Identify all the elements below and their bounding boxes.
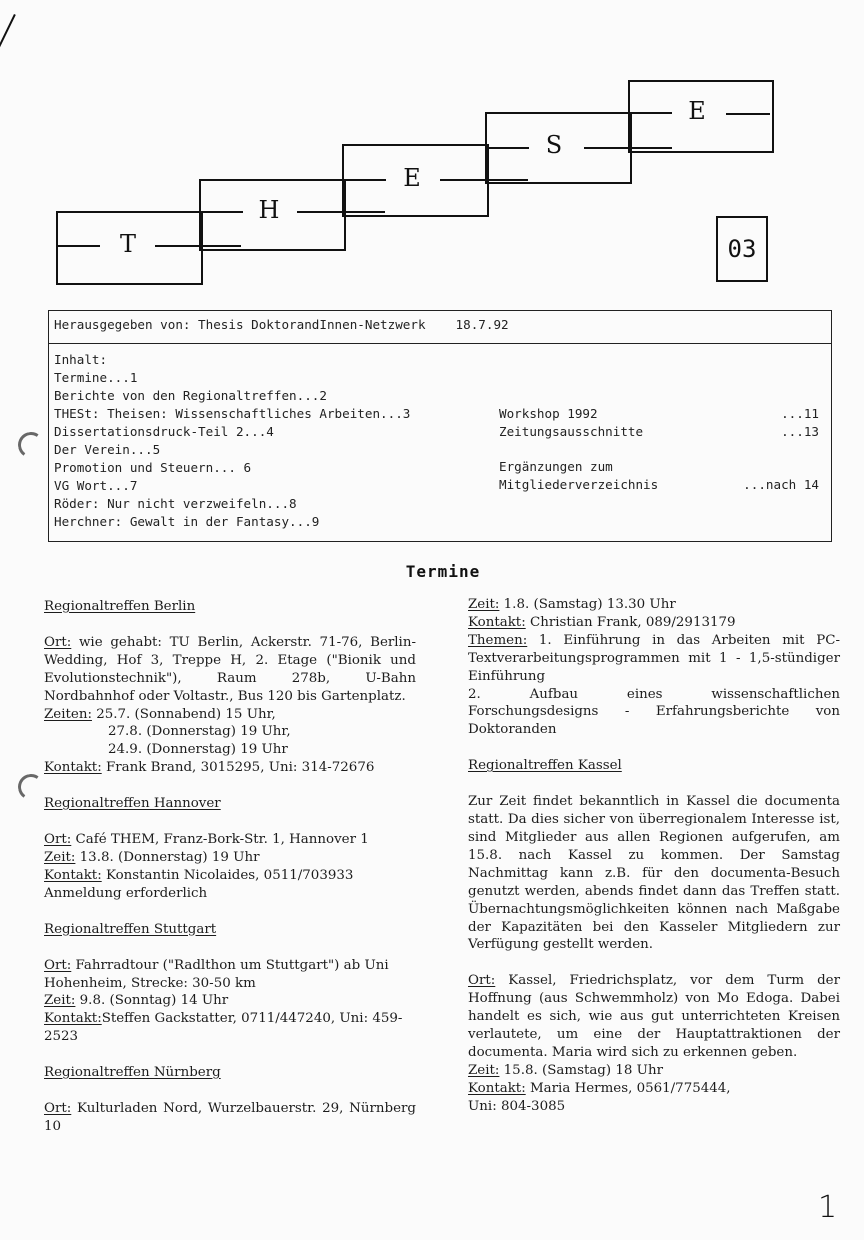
right-column <box>468 596 840 1116</box>
left-column <box>44 598 416 1136</box>
nuernberg-themen <box>468 632 840 686</box>
field-value: Café THEM, Franz-Bork-Str. 1, Hannover 1 <box>71 832 369 848</box>
toc-item-label: Ergänzungen zum <box>499 459 613 474</box>
toc-item: VG Wort...7 <box>54 478 138 493</box>
berlin-zeiten <box>44 706 416 724</box>
field-label: Ort: <box>44 832 72 848</box>
toc-item <box>499 476 819 494</box>
toc-heading: Inhalt: <box>54 352 108 367</box>
field-value: Kulturladen Nord, Wurzelbauerstr. 29, Nürnberg 10 <box>44 1101 416 1134</box>
field-label: Zeit: <box>468 597 500 612</box>
toc-item <box>499 423 819 441</box>
toc-item: Berichte von den Regionaltreffen...2 <box>54 388 327 403</box>
nuernberg-themen-2: 2. Aufbau eines wissenschaftlichen Forschungsdesigns - Erfahrungsberichte von Doktoranden <box>468 686 840 738</box>
field-label: Kontakt: <box>44 1011 102 1027</box>
issue-date: 18.7.92 <box>455 317 509 332</box>
field-label: Zeit: <box>44 849 76 865</box>
hannover-note: Anmeldung erforderlich <box>44 885 208 901</box>
publisher-text: Herausgegeben von: Thesis DoktorandInnen-Netzwerk <box>54 317 426 332</box>
toc-item <box>499 405 819 423</box>
punch-hole-mark <box>16 772 46 802</box>
toc-right-column <box>499 405 819 494</box>
kassel-heading: Regionaltreffen Kassel <box>468 758 622 774</box>
field-value: Christian Frank, 089/2913179 <box>525 614 736 630</box>
nuernberg-ort <box>44 1100 416 1136</box>
kassel-kontakt <box>468 1080 840 1098</box>
field-value: 27.8. (Donnerstag) 19 Uhr, <box>108 724 291 740</box>
punch-hole-mark <box>16 430 46 460</box>
toc-item: Röder: Nur nicht verzweifeln...8 <box>54 496 297 511</box>
field-label: Ort: <box>44 1101 72 1117</box>
logo-letter-e: E <box>403 164 421 192</box>
toc-item-page: ...11 <box>781 406 819 421</box>
toc-item: Dissertationsdruck-Teil 2...4 <box>54 424 274 439</box>
kassel-zeit <box>468 1062 840 1080</box>
toc-item: Termine...1 <box>54 370 138 385</box>
field-value: 24.9. (Donnerstag) 19 Uhr <box>108 742 288 758</box>
field-label: Kontakt: <box>44 867 102 883</box>
toc-item-label: Workshop 1992 <box>499 406 598 421</box>
field-label: Ort: <box>468 973 496 989</box>
toc-item: Der Verein...5 <box>54 442 161 457</box>
toc-item-label: Mitgliederverzeichnis <box>499 477 659 492</box>
berlin-kontakt <box>44 759 416 777</box>
section-title: Termine <box>405 562 481 581</box>
field-value: Frank Brand, 3015295, Uni: 314-72676 <box>101 760 375 776</box>
field-label: Zeit: <box>468 1062 500 1078</box>
field-label: Zeiten: <box>44 706 92 722</box>
field-label: Ort: <box>44 634 72 650</box>
field-value: Maria Hermes, 0561/775444, <box>525 1080 731 1096</box>
page-number: 1 <box>818 1190 838 1225</box>
toc-item <box>499 458 819 476</box>
hannover-heading: Regionaltreffen Hannover <box>44 796 221 812</box>
toc-item-page: ...nach 14 <box>743 477 819 492</box>
field-value: 13.8. (Donnerstag) 19 Uhr <box>75 849 260 865</box>
logo-letter-s: S <box>545 131 563 159</box>
field-label: Themen: <box>468 632 528 648</box>
stuttgart-ort <box>44 957 416 993</box>
toc-item-page: ...13 <box>781 424 819 439</box>
nuernberg-zeit <box>468 596 840 614</box>
issue-number-badge: 03 <box>716 216 768 282</box>
field-value: Steffen Gackstatter, 0711/447240, Uni: 459-2523 <box>44 1011 403 1045</box>
hannover-ort <box>44 831 416 849</box>
berlin-heading: Regionaltreffen Berlin <box>44 599 196 614</box>
field-value: 1.8. (Samstag) 13.30 Uhr <box>499 597 676 612</box>
toc-item: THESt: Theisen: Wissenschaftliches Arbeiten...3 <box>54 406 411 421</box>
toc-item-label: Zeitungsausschnitte <box>499 424 644 439</box>
kassel-ort <box>468 972 840 1062</box>
hannover-kontakt <box>44 867 416 885</box>
field-value: 9.8. (Sonntag) 14 Uhr <box>75 993 229 1009</box>
field-value: Fahrradtour ("Radlthon um Stuttgart") ab Uni Hohenheim, Strecke: 30-50 km <box>44 957 389 991</box>
field-value: 1. Einführung in das Arbeiten mit PC-Textverarbeitungsprogrammen mit 1 - 1,5-stündiger Einführung <box>468 632 840 684</box>
kassel-kontakt-uni: Uni: 804-3085 <box>468 1098 566 1114</box>
toc-item: Promotion und Steuern... 6 <box>54 460 252 475</box>
field-value: wie gehabt: TU Berlin, Ackerstr. 71-76, Berlin-Wedding, Hof 3, Treppe H, 2. Etage ("Bionik und Evolutionstechnik"), Raum 278b, U-Bahn Nordbahnhof oder Voltastr., Bus 120 bis Gartenplatz. <box>44 634 416 704</box>
kassel-intro: Zur Zeit findet bekanntlich in Kassel die documenta statt. Da dies sicher von überregionalem Interesse ist, sind Mitglieder aus allen Regionen aufgerufen, am 15.8. nach Kassel zu kommen. Der Samstag Nachmittag kann z.B. für den documenta-Besuch genutzt werden, abends findet dann das Treffen statt. Übernachtungsmöglichkeiten können nach Maßgabe der Kapazitäten bei den Kasseler Mitgliedern zur Verfügung gestellt werden. <box>468 794 840 953</box>
publisher-line <box>49 311 831 344</box>
field-value: Kassel, Friedrichsplatz, vor dem Turm der Hoffnung (aus Schwemmholz) von Mo Edoga. Dabei handelt es sich, wie aus gut unterrichteten Kreisen verlautete, um eine der Hauptattraktionen der documenta. Maria wird sich zu erkennen geben. <box>468 973 840 1060</box>
field-label: Kontakt: <box>44 760 102 776</box>
toc-left-column <box>54 351 410 531</box>
hannover-zeit <box>44 849 416 867</box>
nuernberg-heading: Regionaltreffen Nürnberg <box>44 1065 221 1081</box>
field-label: Ort: <box>44 957 72 973</box>
nuernberg-kontakt <box>468 614 840 632</box>
field-value: Konstantin Nicolaides, 0511/703933 <box>101 867 354 883</box>
toc-item: Herchner: Gewalt in der Fantasy...9 <box>54 514 320 529</box>
stuttgart-zeit <box>44 992 416 1010</box>
stuttgart-kontakt <box>44 1010 416 1046</box>
field-value: 25.7. (Sonnabend) 15 Uhr, <box>96 706 276 722</box>
masthead-box <box>48 310 832 542</box>
logo-letter-t: T <box>119 230 136 258</box>
handwritten-slash-mark <box>0 14 16 54</box>
field-label: Kontakt: <box>468 1080 526 1096</box>
field-label: Zeit: <box>44 993 76 1009</box>
field-value: 15.8. (Samstag) 18 Uhr <box>499 1062 663 1078</box>
logo-letter-e2: E <box>688 97 706 125</box>
stuttgart-heading: Regionaltreffen Stuttgart <box>44 921 217 937</box>
logo-letter-h: H <box>258 196 280 224</box>
berlin-ort <box>44 634 416 706</box>
field-label: Kontakt: <box>468 614 526 630</box>
